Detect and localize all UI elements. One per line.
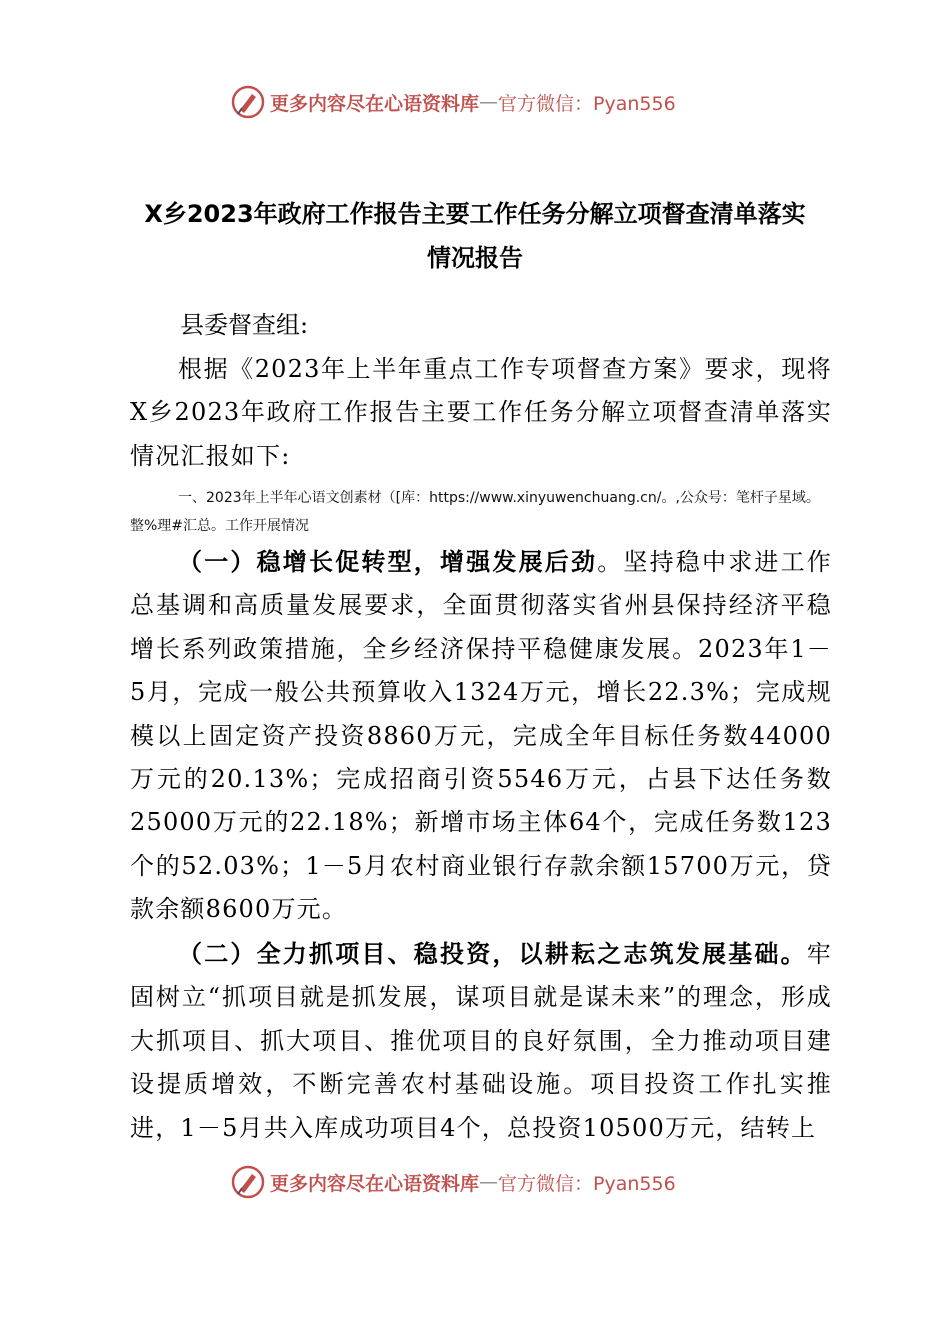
item-2-title: （二）全力抓项目、稳投资，以耕耘之志筑发展基础。 (178, 940, 807, 968)
watermark-separator: — (479, 91, 499, 113)
pen-logo-icon (230, 1164, 266, 1200)
item-1-title: （一）稳增长促转型，增强发展后劲 (178, 548, 598, 576)
watermark-text: 更多内容尽在心语资料库 (270, 92, 480, 115)
watermark-separator: — (479, 1171, 499, 1193)
item-2-paragraph (130, 933, 832, 1150)
watermark-banner-top (230, 82, 750, 122)
salutation: 县委督查组: (180, 311, 309, 339)
intro-paragraph (130, 348, 832, 478)
document-title (120, 192, 830, 280)
section-1-heading: 一、2023年上半年心语文创素材（[库：https://www.xinyuwenchuang.cn/。,公众号：笔杆子星域。整%理#汇总。工作开展情况 (130, 490, 820, 534)
watermark-text: 更多内容尽在心语资料库 (270, 1172, 480, 1195)
pen-logo-icon (230, 84, 266, 120)
watermark-wechat: 官方微信：Pyan556 (498, 92, 676, 115)
watermark-wechat: 官方微信：Pyan556 (498, 1172, 676, 1195)
item-2-body: 牢固树立“抓项目就是抓发展，谋项目就是谋未来”的理念，形成大抓项目、抓大项目、推优项目的良好氛围，全力推动项目建设提质增效，不断完善农村基础设施。项目投资工作扎实推进，1－5月共入库成功项目4个，总投资10500万元，结转上 (130, 940, 832, 1142)
watermark-banner-bottom (230, 1162, 750, 1202)
intro-text: 根据《2023年上半年重点工作专项督查方案》要求，现将X乡2023年政府工作报告主要工作任务分解立项督查清单落实情况汇报如下: (130, 355, 832, 470)
item-1-body: 。坚持稳中求进工作总基调和高质量发展要求，全面贯彻落实省州县保持经济平稳增长系列政策措施，全乡经济保持平稳健康发展。2023年1－5月，完成一般公共预算收入1324万元，增长22.3%；完成规模以上固定资产投资8860万元，完成全年目标任务数44000万元的20.13%；完成招商引资5546万元，占县下达任务数25000万元的22.18%；新增市场主体64个，完成任务数123个的52.03%；1－5月农村商业银行存款余额15700万元，贷款余额8600万元。 (130, 548, 832, 924)
item-1-paragraph (130, 541, 832, 932)
title-line-2: 情况报告 (427, 244, 523, 272)
title-line-1: X乡2023年政府工作报告主要工作任务分解立项督查清单落实 (144, 200, 806, 228)
